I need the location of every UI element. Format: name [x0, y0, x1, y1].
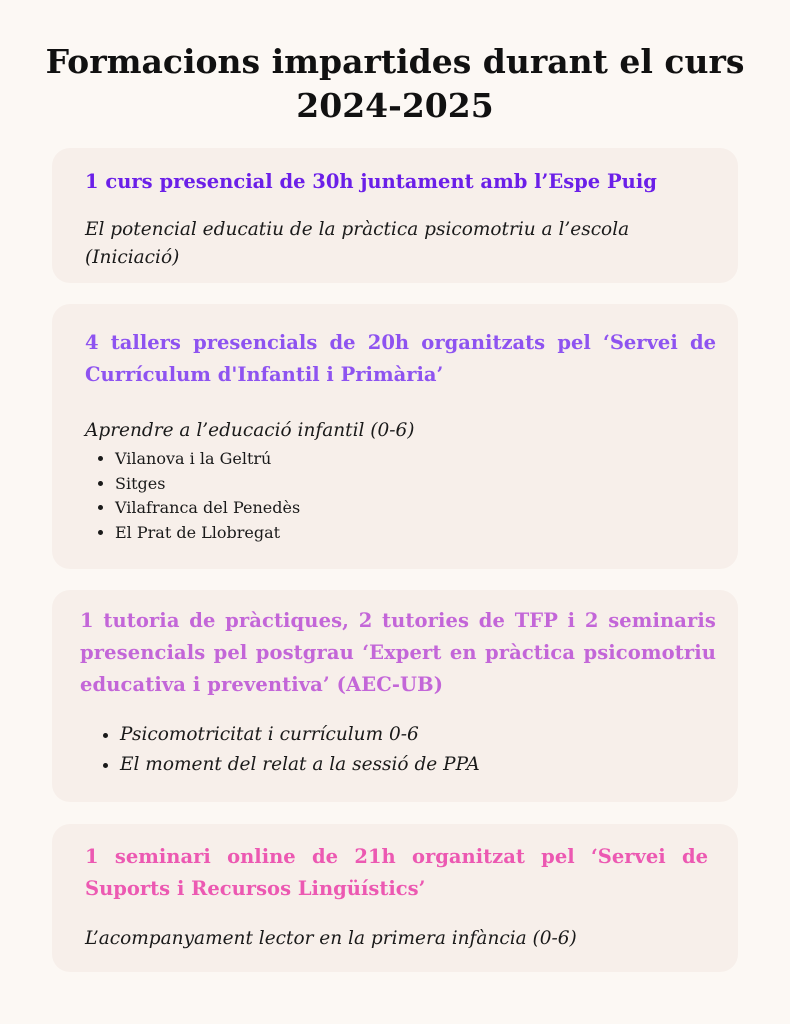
list-item: • Sitges — [115, 472, 716, 497]
training-card-workshops — [52, 304, 738, 569]
card-description: El potencial educatiu de la pràctica psicomotriu a l’escola (Iniciació) — [85, 219, 630, 268]
card-heading: 1 curs presencial de 30h juntament amb l’Espe Puig — [85, 170, 657, 193]
page-title: Formacions impartides durant el curs 2024-2025 — [45, 42, 745, 125]
list-item: • El Prat de Llobregat — [115, 521, 716, 546]
card-heading: 1 tutoria de pràctiques, 2 tutories de TFP i 2 seminaris presencials pel postgrau ‘Expert en pràctica psicomotriu educativa i preventiva’ (AEC-UB) — [80, 609, 716, 696]
seminar-list — [80, 720, 716, 780]
list-item: • Vilanova i la Geltrú — [115, 447, 716, 472]
list-item: • Psicomotricitat i currículum 0-6 — [120, 720, 716, 750]
card-description: L’acompanyament lector en la primera infància (0-6) — [85, 928, 577, 949]
card-description: Aprendre a l’educació infantil (0-6) — [85, 420, 415, 441]
location-list — [85, 447, 716, 545]
list-item: • Vilafranca del Penedès — [115, 496, 716, 521]
training-card-espe-puig — [52, 148, 738, 283]
list-item: • El moment del relat a la sessió de PPA — [120, 750, 716, 780]
training-card-postgraduate — [52, 590, 738, 802]
card-heading: 4 tallers presencials de 20h organitzats pel ‘Servei de Currículum d'Infantil i Primària’ — [85, 331, 716, 386]
training-card-online-seminar — [52, 824, 738, 972]
card-heading: 1 seminari online de 21h organitzat pel ‘Servei de Suports i Recursos Lingüístics’ — [85, 845, 708, 900]
